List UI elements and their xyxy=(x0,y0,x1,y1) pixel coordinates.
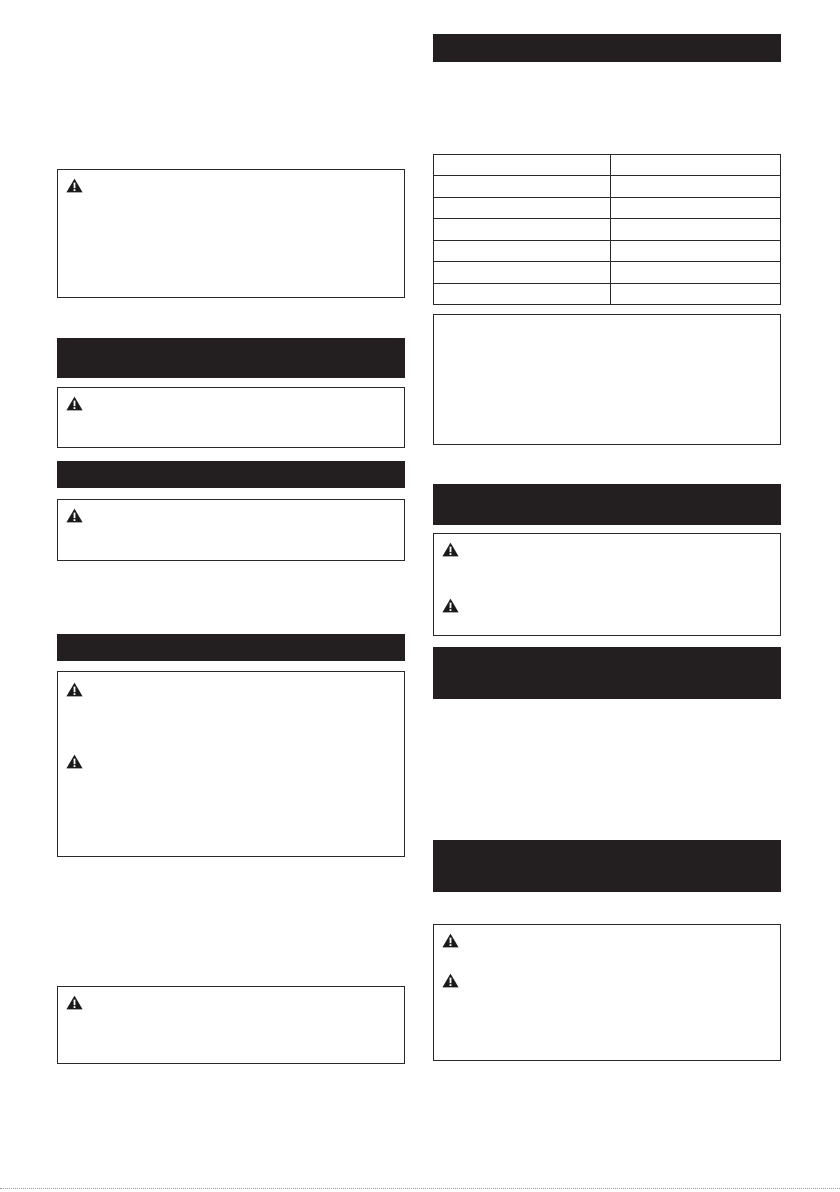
warning-box-5 xyxy=(57,986,405,1064)
table-row xyxy=(434,262,781,283)
note-box xyxy=(433,314,781,445)
warning-icon xyxy=(442,542,459,557)
table-cell xyxy=(434,283,611,304)
section-header-bar-6 xyxy=(433,647,781,699)
warning-icon xyxy=(66,178,83,193)
warning-box-7 xyxy=(433,924,781,1061)
warning-icon xyxy=(66,995,83,1010)
table-row xyxy=(434,176,781,197)
warning-box-2 xyxy=(57,387,405,448)
table-cell xyxy=(434,219,611,240)
table-cell xyxy=(611,197,781,218)
warning-icon xyxy=(442,598,459,613)
warning-icon xyxy=(442,973,459,988)
table-row xyxy=(434,240,781,261)
table-cell xyxy=(611,283,781,304)
page-bottom-divider xyxy=(0,1188,840,1189)
table-row xyxy=(434,155,781,176)
section-header-bar-5 xyxy=(433,484,781,525)
table-cell xyxy=(434,197,611,218)
table-cell xyxy=(434,155,611,176)
warning-box-1 xyxy=(57,169,405,298)
table-cell xyxy=(611,219,781,240)
table-cell xyxy=(434,262,611,283)
warning-icon xyxy=(66,508,83,523)
table-cell xyxy=(434,240,611,261)
section-header-bar-3 xyxy=(57,634,405,661)
section-header-bar-7 xyxy=(433,840,781,892)
section-header-bar-2 xyxy=(57,461,405,488)
section-header-bar-1 xyxy=(57,338,405,378)
table-cell xyxy=(434,176,611,197)
table-cell xyxy=(611,155,781,176)
warning-box-4 xyxy=(57,671,405,857)
warning-box-3 xyxy=(57,499,405,561)
spec-table xyxy=(433,154,781,305)
table-row xyxy=(434,219,781,240)
warning-icon xyxy=(66,396,83,411)
table-cell xyxy=(611,176,781,197)
warning-icon xyxy=(66,754,83,769)
table-row xyxy=(434,283,781,304)
table-cell xyxy=(611,262,781,283)
warning-icon xyxy=(66,682,83,697)
table-cell xyxy=(611,240,781,261)
table-row xyxy=(434,197,781,218)
warning-box-6 xyxy=(433,533,781,636)
warning-icon xyxy=(442,933,459,948)
section-header-bar-4 xyxy=(433,34,781,62)
